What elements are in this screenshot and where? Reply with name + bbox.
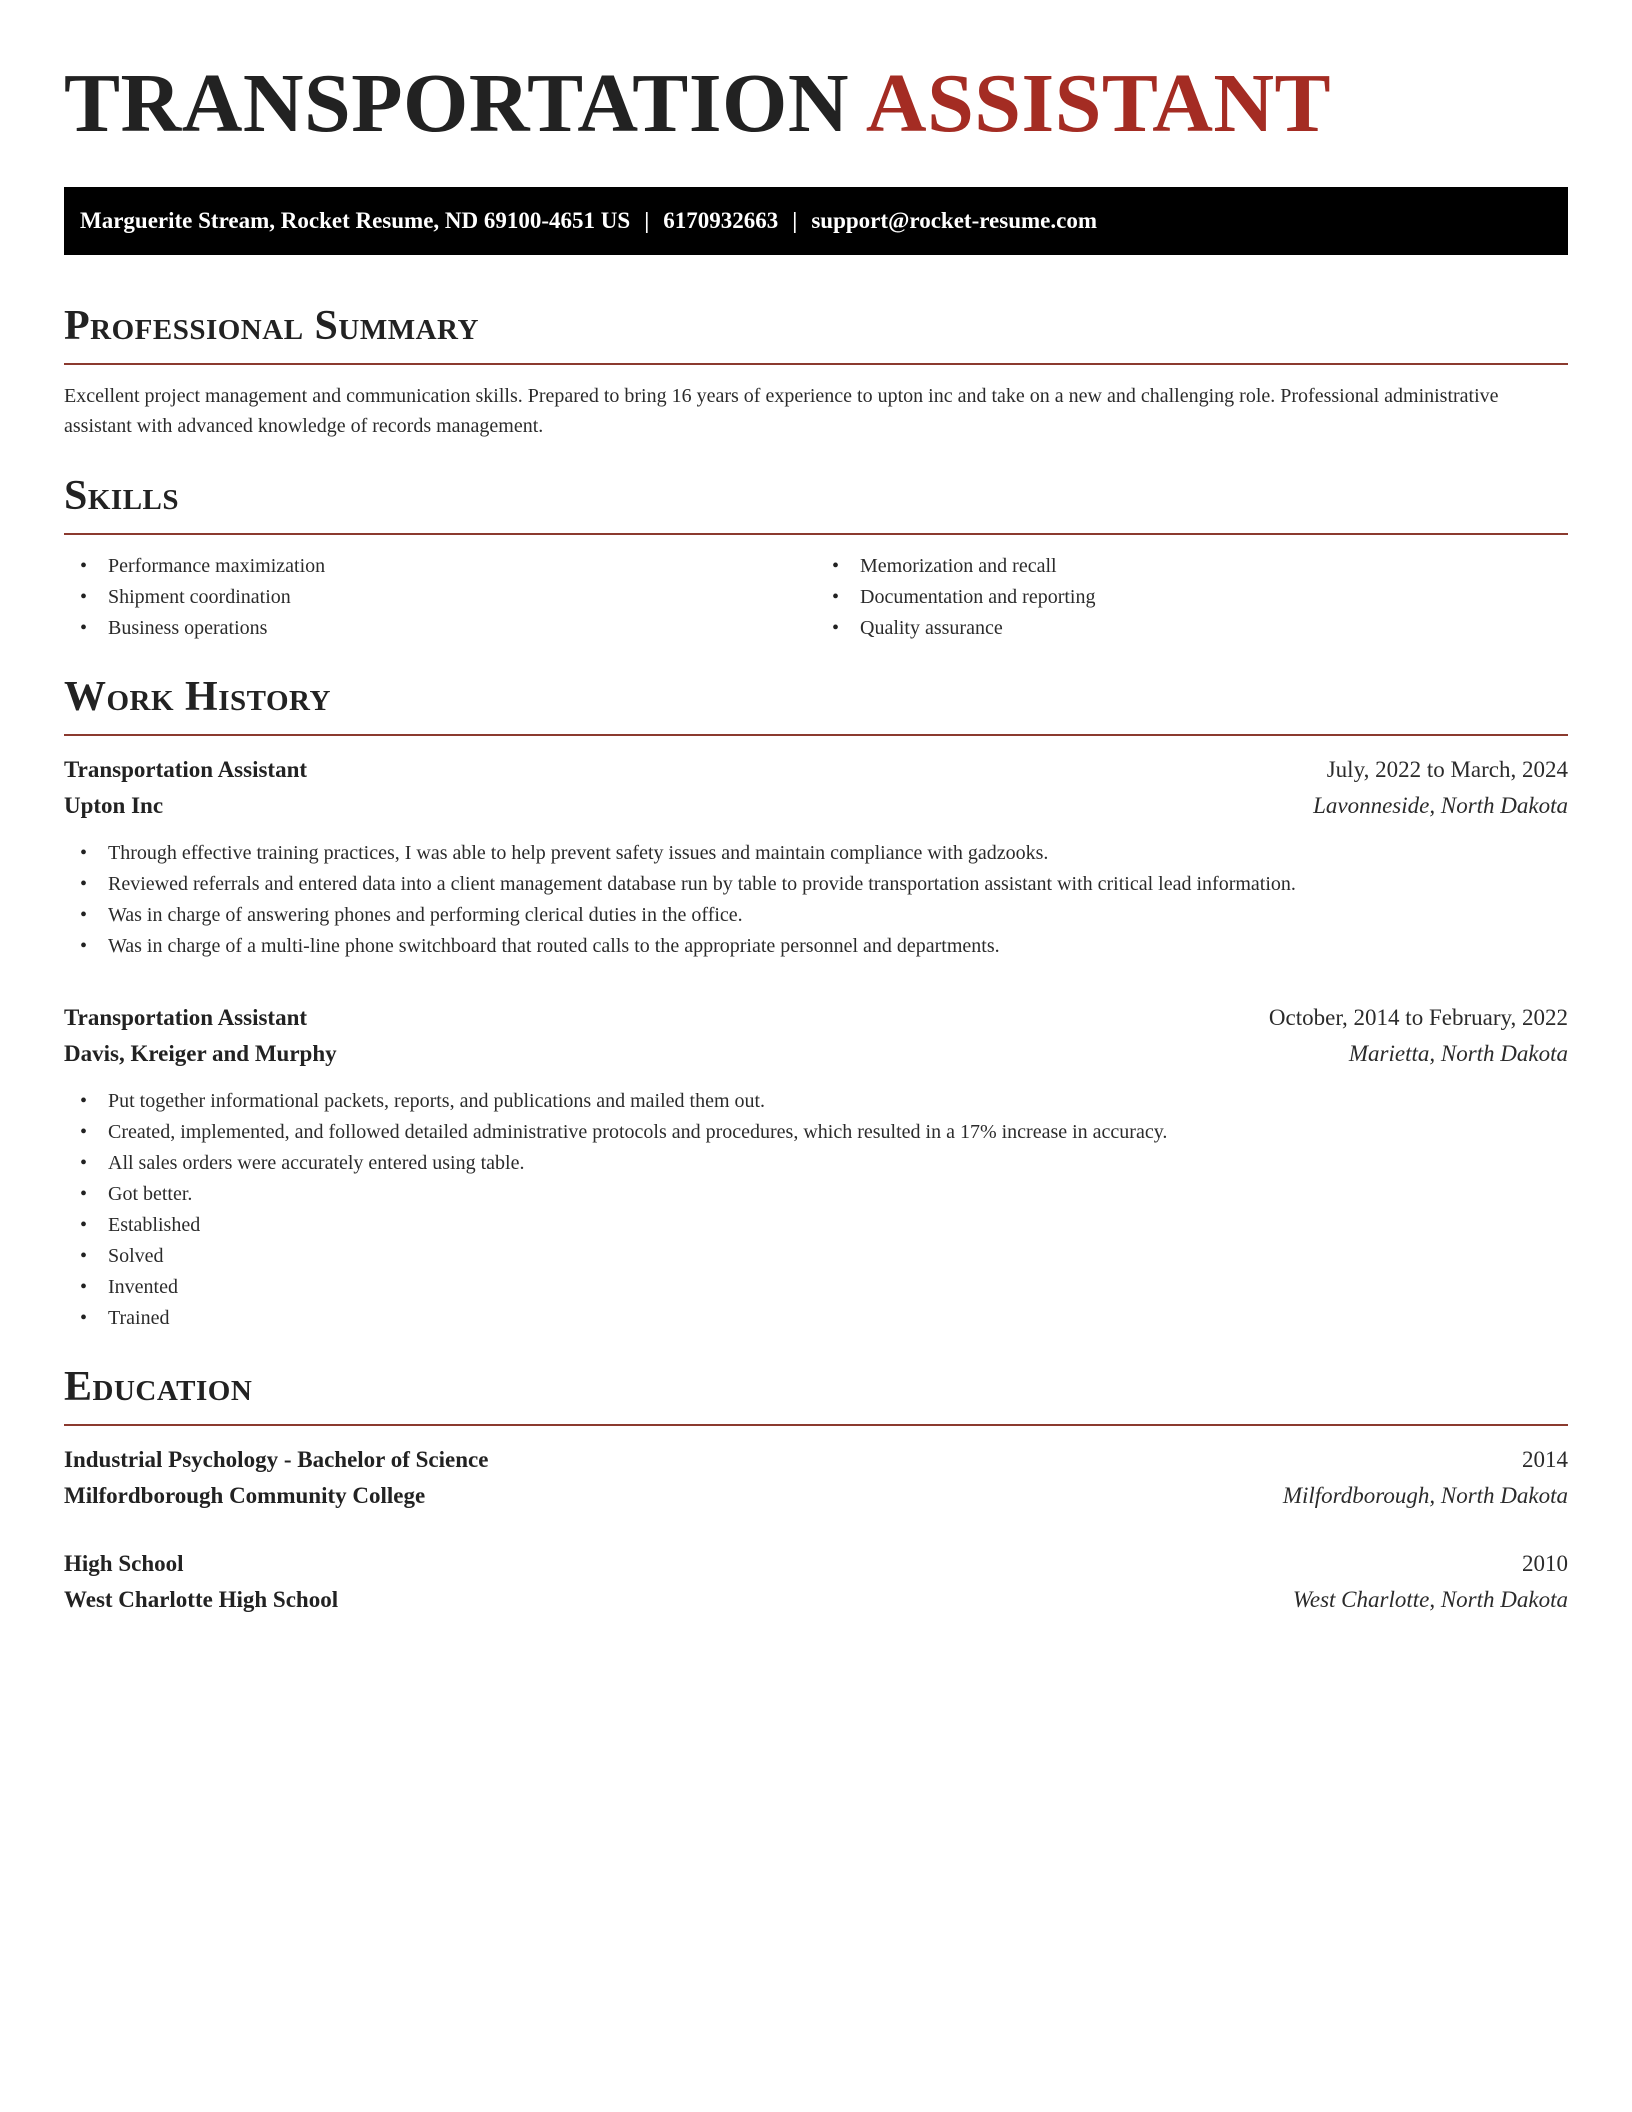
job-bullet: • Created, implemented, and followed detailed administrative protocols and procedures, which resulted in a 17% increase in accuracy. xyxy=(108,1117,1568,1148)
contact-phone: 6170932663 xyxy=(663,208,779,233)
work-history-heading: Work History xyxy=(64,674,331,720)
education-year: 2014 xyxy=(1522,1447,1568,1472)
job-location: Marietta, North Dakota xyxy=(1348,1041,1568,1066)
job-location: Lavonneside, North Dakota xyxy=(1313,793,1568,818)
skill-item: • Documentation and reporting xyxy=(860,582,1568,613)
education-degree: Industrial Psychology - Bachelor of Science xyxy=(64,1447,489,1472)
skill-item: • Quality assurance xyxy=(860,613,1568,644)
education-entry xyxy=(64,1546,1568,1618)
skills-section xyxy=(64,471,1568,644)
skills-heading: Skills xyxy=(64,473,180,519)
education-location: West Charlotte, North Dakota xyxy=(1292,1587,1568,1612)
education-location: Milfordborough, North Dakota xyxy=(1282,1483,1568,1508)
job-bullet: • Reviewed referrals and entered data into a client management database run by table to provide transportation assistant with critical lead information. xyxy=(108,869,1568,900)
job-entry xyxy=(64,1000,1568,1334)
section-divider xyxy=(64,1424,1568,1426)
education-degree-row xyxy=(64,1546,1568,1582)
job-bullet: • Was in charge of answering phones and performing clerical duties in the office. xyxy=(108,900,1568,931)
job-header-row xyxy=(64,752,1568,788)
education-entry xyxy=(64,1442,1568,1514)
work-history-section xyxy=(64,672,1568,1334)
contact-email: support@rocket-resume.com xyxy=(811,208,1097,233)
job-bullet: • Solved xyxy=(108,1241,1568,1272)
job-bullet: • Trained xyxy=(108,1303,1568,1334)
job-bullet: • Put together informational packets, reports, and publications and mailed them out. xyxy=(108,1086,1568,1117)
education-school-row xyxy=(64,1478,1568,1514)
job-company: Upton Inc xyxy=(64,793,164,818)
contact-separator: | xyxy=(644,208,650,233)
skill-item: • Memorization and recall xyxy=(860,551,1568,582)
resume-title xyxy=(64,55,1568,153)
job-bullet: • All sales orders were accurately entered using table. xyxy=(108,1148,1568,1179)
job-bullet: • Was in charge of a multi-line phone switchboard that routed calls to the appropriate personnel and departments. xyxy=(108,931,1568,962)
contact-separator: | xyxy=(792,208,798,233)
job-dates: October, 2014 to February, 2022 xyxy=(1268,1005,1568,1030)
education-school: Milfordborough Community College xyxy=(64,1483,426,1508)
title-first-word: TRANSPORTATION xyxy=(64,57,850,150)
skill-item: • Business operations xyxy=(108,613,816,644)
skill-item: • Shipment coordination xyxy=(108,582,816,613)
summary-section xyxy=(64,301,1568,441)
education-degree: High School xyxy=(64,1551,184,1576)
title-last-word: ASSISTANT xyxy=(865,57,1332,150)
job-company: Davis, Kreiger and Murphy xyxy=(64,1041,337,1066)
skills-left-column xyxy=(64,551,816,644)
education-heading: Education xyxy=(64,1364,253,1410)
job-bullet: • Got better. xyxy=(108,1179,1568,1210)
section-divider xyxy=(64,363,1568,365)
education-school-row xyxy=(64,1582,1568,1618)
summary-heading: Professional Summary xyxy=(64,303,479,349)
education-school: West Charlotte High School xyxy=(64,1587,339,1612)
section-divider xyxy=(64,734,1568,736)
education-degree-row xyxy=(64,1442,1568,1478)
education-section xyxy=(64,1362,1568,1618)
job-title: Transportation Assistant xyxy=(64,1005,308,1030)
job-dates: July, 2022 to March, 2024 xyxy=(1326,757,1568,782)
job-bullet: • Through effective training practices, I was able to help prevent safety issues and maintain compliance with gadzooks. xyxy=(108,838,1568,869)
contact-bar xyxy=(64,187,1568,255)
job-header-row xyxy=(64,1000,1568,1036)
skills-right-column xyxy=(816,551,1568,644)
job-bullets xyxy=(64,838,1568,962)
section-divider xyxy=(64,533,1568,535)
education-year: 2010 xyxy=(1522,1551,1568,1576)
job-company-row xyxy=(64,1036,1568,1072)
job-bullet: • Invented xyxy=(108,1272,1568,1303)
job-bullets xyxy=(64,1086,1568,1334)
skills-columns xyxy=(64,551,1568,644)
skill-item: • Performance maximization xyxy=(108,551,816,582)
job-entry xyxy=(64,752,1568,962)
job-title: Transportation Assistant xyxy=(64,757,308,782)
job-company-row xyxy=(64,788,1568,824)
job-bullet: • Established xyxy=(108,1210,1568,1241)
summary-text: Excellent project management and communication skills. Prepared to bring 16 years of experience to upton inc and take on a new and challenging role. Professional administrative assistant with advanced knowledge of records management. xyxy=(64,385,1499,437)
contact-address: Marguerite Stream, Rocket Resume, ND 69100-4651 US xyxy=(80,208,631,233)
